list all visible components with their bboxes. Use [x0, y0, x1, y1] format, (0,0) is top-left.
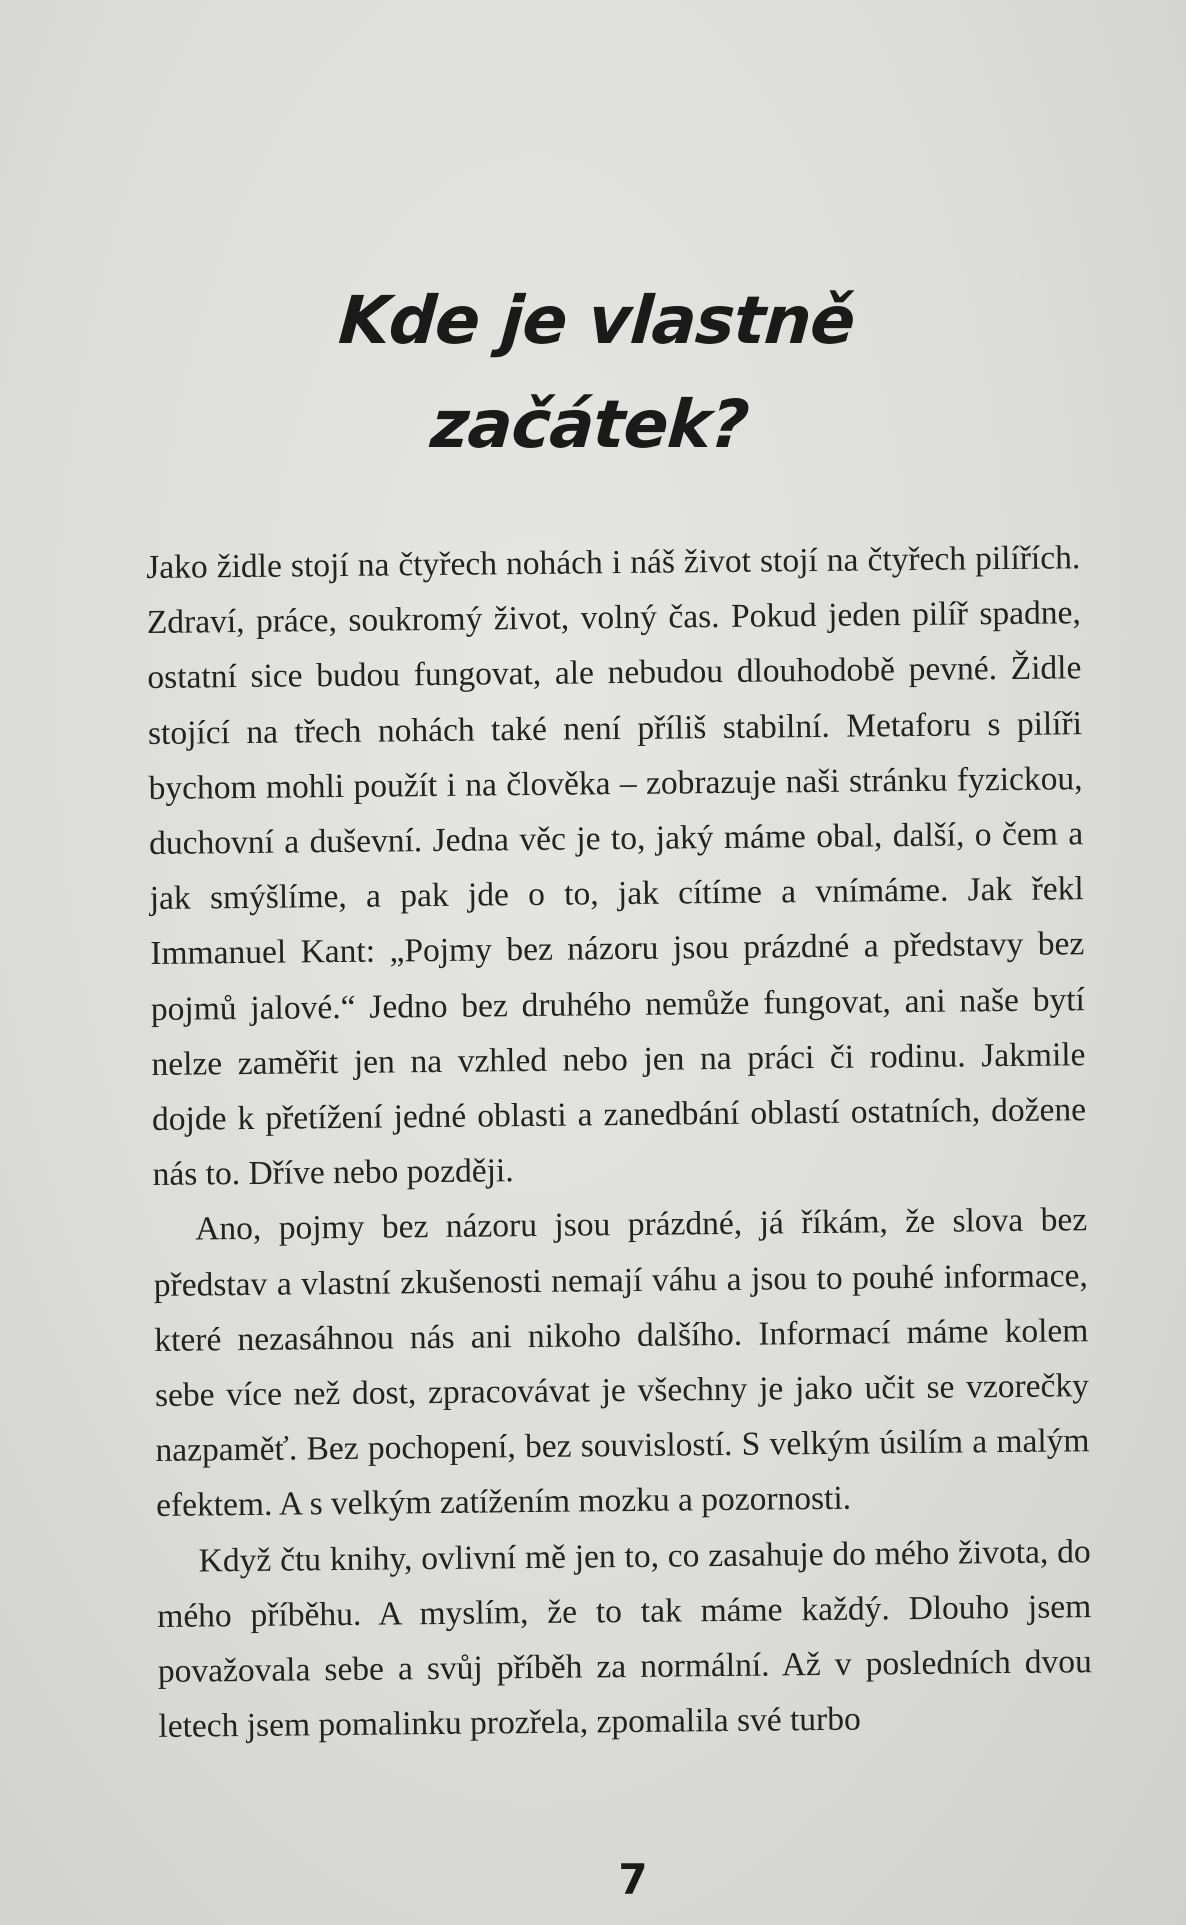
chapter-heading-line-2: začátek?	[428, 386, 751, 464]
paragraph-3: Když čtu knihy, ovlivní mě jen to, co zasahuje do mého života, do mého příběhu. A myslím, že to tak máme každý. Dlouho jsem považovala sebe a svůj příběh za normální. Až v posledních dvou letech jsem pomalinku prozřela, zpomalila své turbo	[157, 1532, 1092, 1746]
body-text	[146, 530, 1093, 1754]
chapter-heading	[0, 269, 1186, 477]
paragraph-2: Ano, pojmy bez názoru jsou prázdné, já říkám, že slova bez představ a vlastní zkušenosti nemají váhu a jsou to pouhé informace, které nezasáhnou nás ani nikoho dalšího. Informací máme kolem sebe více než dost, zpracovávat je všechny je jako učit se vzorečky nazpaměť. Bez pochopení, bez souvislostí. S velkým úsilím a malým efektem. A s velkým zatížením mozku a pozornosti.	[153, 1201, 1090, 1525]
page-number: 7	[618, 1855, 648, 1904]
chapter-heading-line-1: Kde je vlastně	[336, 282, 857, 360]
paragraph-1: Jako židle stojí na čtyřech nohách i náš život stojí na čtyřech pilířích. Zdraví, práce, soukromý život, volný čas. Pokud jeden pilíř spadne, ostatní sice budou fungovat, ale nebudou dlouhodobě pevné. Židle stojící na třech nohách také není příliš stabilní. Metaforu s pilíři bychom mohli použít i na člověka – zobrazuje naši stránku fyzickou, duchovní a duševní. Jedna věc je to, jaký máme obal, další, o čem a jak smýšlíme, a pak jde o to, jak cítíme a vnímáme. Jak řekl Immanuel Kant: „Pojmy bez názoru jsou prázdné a představy bez pojmů jalové.“ Jedno bez druhého nemůže fungovat, ani naše bytí nelze zaměřit jen na vzhled nebo jen na práci či rodinu. Jakmile dojde k přetížení jedné oblasti a zanedbání oblastí ostatních, dožene nás to. Dříve nebo později.	[146, 539, 1087, 1194]
